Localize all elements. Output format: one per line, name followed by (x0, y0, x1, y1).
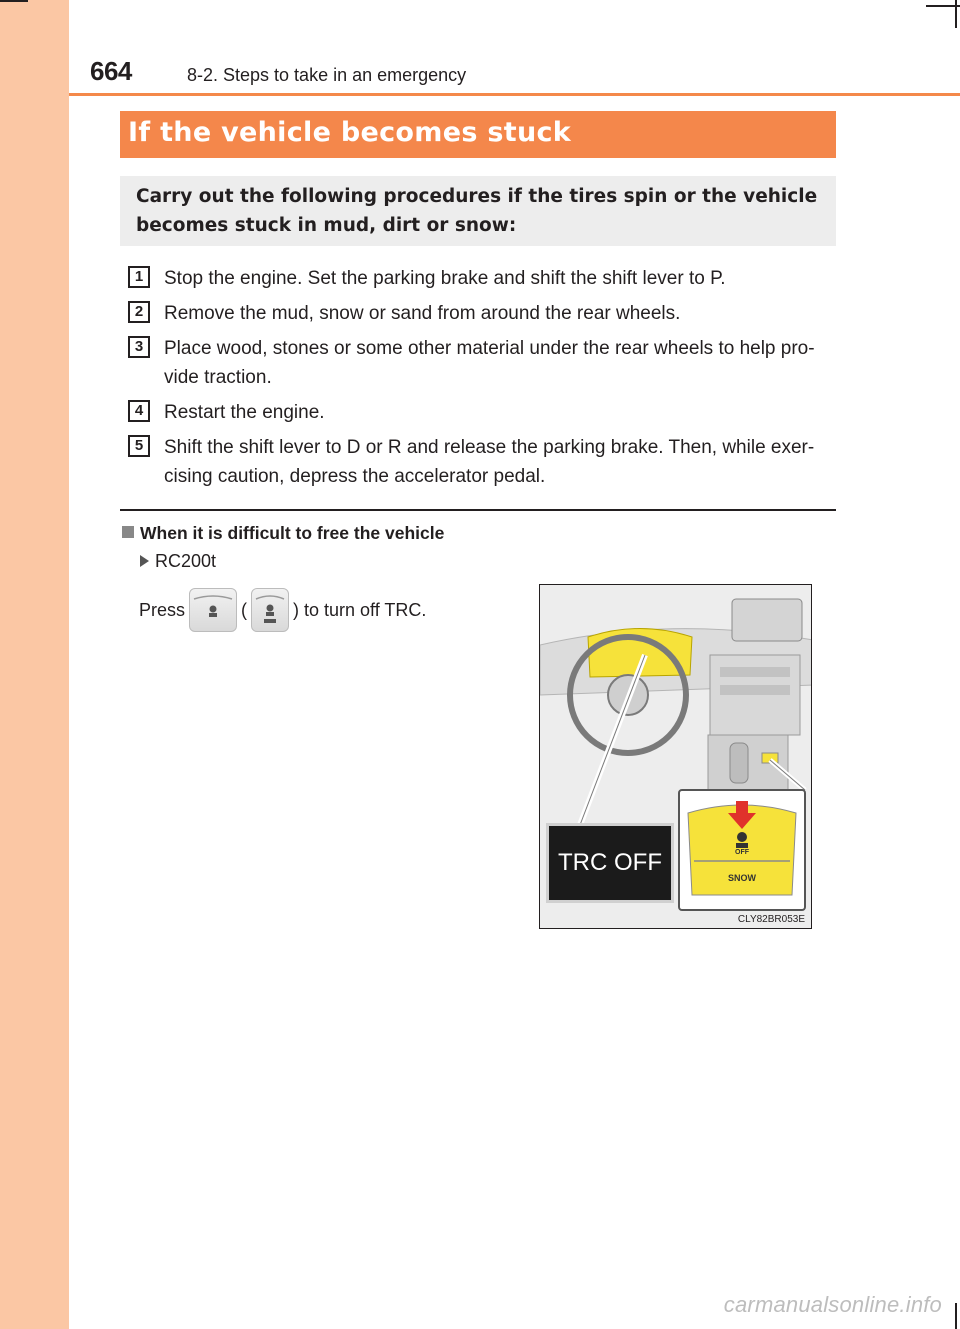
step-text: Restart the engine. (164, 402, 325, 423)
watermark: carmanualsonline.info (723, 1292, 942, 1317)
trc-off-indicator: TRC OFF (546, 823, 674, 903)
step-text: Remove the mud, snow or sand from around the rear wheels. (164, 303, 681, 324)
step-number: 1 (128, 266, 150, 288)
side-color-strip (0, 0, 69, 1329)
trc-button-icon (189, 588, 237, 632)
step-item (128, 433, 840, 491)
section-divider (120, 509, 836, 511)
square-bullet-icon (122, 526, 134, 538)
step-item (128, 264, 840, 293)
step-item (128, 299, 840, 328)
figure-code: CLY82BR053E (737, 914, 805, 925)
step-item (128, 334, 840, 392)
subsection-heading-text: When it is difficult to free the vehicle (140, 523, 445, 543)
off-label: OFF (735, 849, 749, 856)
snow-label: SNOW (728, 873, 756, 883)
step-number: 5 (128, 435, 150, 457)
crop-mark-bottom-right (955, 1303, 957, 1329)
step-item (128, 398, 840, 427)
press-suffix: ) to turn off TRC. (293, 599, 427, 620)
page-number: 664 (90, 56, 132, 86)
model-name: RC200t (155, 551, 217, 571)
step-text: Place wood, stones or some other material under the rear wheels to help pro-vide traction. (164, 338, 815, 388)
dashboard-illustration (539, 584, 812, 929)
step-number: 3 (128, 336, 150, 358)
model-label (140, 551, 216, 572)
steps-list (128, 264, 840, 497)
trc-off-button-icon (251, 588, 289, 632)
step-text: Stop the engine. Set the parking brake and shift the shift lever to P. (164, 268, 726, 289)
button-detail-inset (678, 789, 806, 911)
step-number: 4 (128, 400, 150, 422)
page-header (69, 52, 960, 94)
step-number: 2 (128, 301, 150, 323)
intro-box: Carry out the following procedures if the tires spin or the vehicle becomes stuck in mud, dirt or snow: (120, 176, 836, 246)
step-text: Shift the shift lever to D or R and release the parking brake. Then, while exer-cising caution, depress the accelerator pedal. (164, 437, 815, 487)
subsection-heading (122, 523, 444, 544)
triangle-bullet-icon (140, 555, 149, 567)
press-instruction (139, 586, 426, 634)
section-title: 8-2. Steps to take in an emergency (187, 65, 467, 85)
press-paren-open: ( (241, 599, 248, 620)
title-bar (120, 111, 836, 158)
page-title: If the vehicle becomes stuck (128, 117, 572, 148)
crop-mark-top-left (0, 0, 28, 2)
header-rule (69, 93, 960, 96)
press-prefix: Press (139, 599, 186, 620)
crop-mark-top-right-v (955, 0, 957, 28)
